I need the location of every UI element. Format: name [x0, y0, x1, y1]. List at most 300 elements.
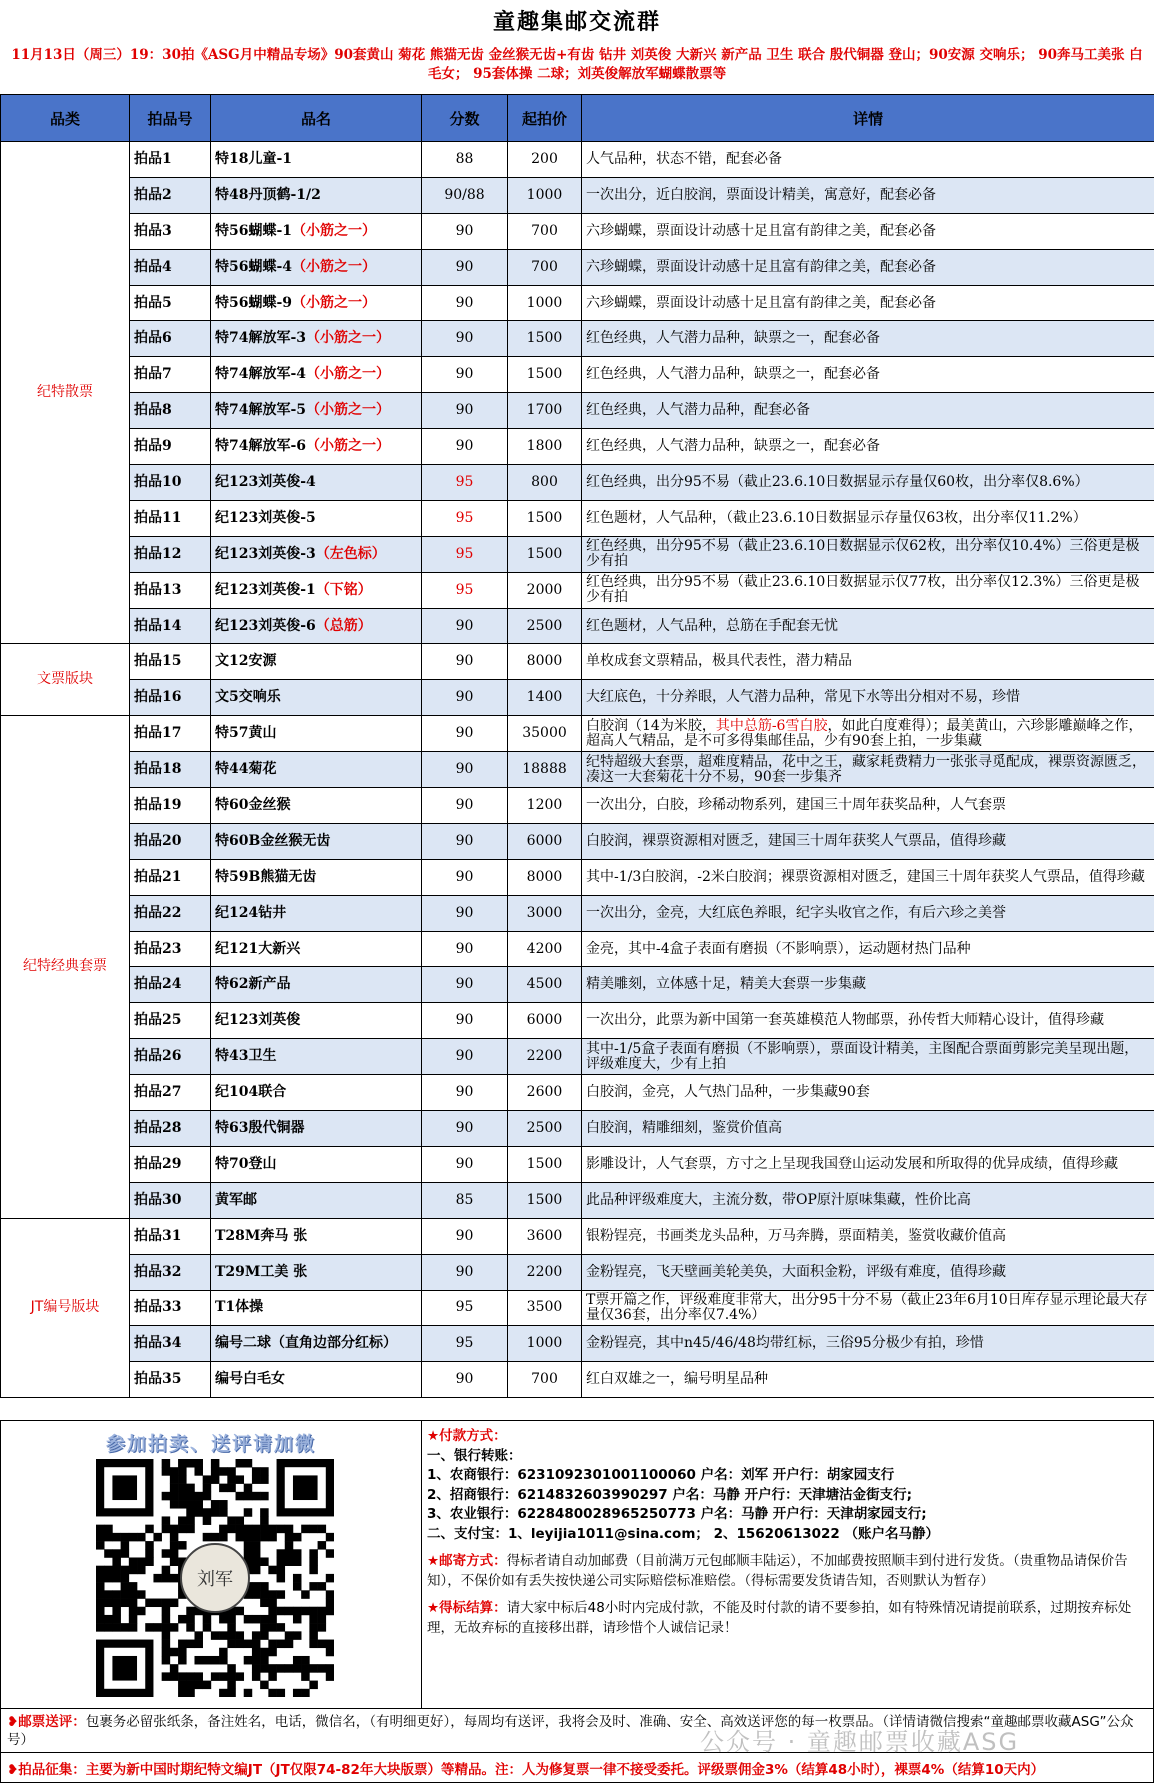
lot-score: 90 [422, 680, 508, 716]
lot-name-text: 特74解放军-4 [215, 366, 307, 383]
lot-name [211, 1182, 422, 1218]
lot-name-note: （小筋之一） [292, 222, 377, 239]
lot-detail-text: 精美雕刻，立体感十足，精美大套票一步集藏 [586, 976, 866, 993]
lot-score: 90 [422, 321, 508, 357]
lot-detail [582, 1075, 1154, 1111]
lot-score: 90 [422, 1146, 508, 1182]
info-panel [0, 1420, 1154, 1709]
lot-detail [582, 788, 1154, 824]
lot-name-text: 特59B熊猫无齿 [215, 868, 317, 885]
lot-start-price: 2200 [508, 1254, 582, 1290]
review-heading: ❥邮票送评： [7, 1714, 86, 1730]
lot-score: 90 [422, 213, 508, 249]
lot-name-text: 纪104联合 [215, 1084, 287, 1101]
lot-number: 拍品27 [130, 1075, 211, 1111]
lot-score: 90/88 [422, 177, 508, 213]
payment-heading: ★付款方式： [427, 1428, 507, 1444]
lot-name-text: 纪123刘英俊-5 [215, 509, 316, 526]
lot-detail [582, 1254, 1154, 1290]
lot-start-price: 700 [508, 213, 582, 249]
settle-heading: ★得标结算： [427, 1600, 507, 1616]
lot-number: 拍品31 [130, 1218, 211, 1254]
lot-detail [582, 859, 1154, 895]
lot-name-text: T28M奔马 张 [215, 1227, 308, 1244]
lot-detail [582, 1326, 1154, 1362]
lot-start-price: 700 [508, 249, 582, 285]
lot-detail [582, 213, 1154, 249]
lot-detail [582, 465, 1154, 501]
lot-score: 90 [422, 1218, 508, 1254]
lot-name-note: （左色标） [315, 545, 386, 562]
lot-score: 95 [422, 572, 508, 608]
lot-name [211, 393, 422, 429]
lot-detail [582, 1182, 1154, 1218]
lot-number: 拍品29 [130, 1146, 211, 1182]
table-row [1, 249, 1154, 285]
watermark: 公众号 · 童趣邮票收藏ASG [700, 1728, 1020, 1756]
lot-name-text: 特56蝴蝶-4 [215, 258, 293, 275]
lot-name [211, 572, 422, 608]
lot-number: 拍品19 [130, 788, 211, 824]
lot-detail-pre: 白胶润（14为米胶， [586, 717, 716, 734]
lot-detail [582, 752, 1154, 788]
lot-name [211, 823, 422, 859]
header-name: 品名 [211, 95, 422, 142]
review-text: 包裹务必留张纸条，备注姓名，电话，微信名，（有明细更好），每周均有送评，我将会及时、准确、安全、高效送评您的每一枚票品。（详情请微信搜索“童趣邮票收藏ASG”公众号） [7, 1714, 1134, 1748]
lot-detail-text: 红色经典，人气潜力品种，缺票之一，配套必备 [586, 366, 880, 383]
lot-detail-text: 一次出分，近白胶润，票面设计精美，寓意好，配套必备 [586, 186, 936, 203]
lot-name [211, 967, 422, 1003]
category-cell: JT编号版块 [1, 1218, 130, 1397]
lot-detail-text: 此品种评级难度大，主流分数，带OP原汁原味集藏，性价比高 [586, 1191, 971, 1208]
lot-name-text: 特63殷代铜器 [215, 1119, 305, 1136]
lot-start-price: 6000 [508, 823, 582, 859]
lot-detail [582, 142, 1154, 178]
lot-detail [582, 357, 1154, 393]
lot-score: 90 [422, 285, 508, 321]
lot-name [211, 285, 422, 321]
table-row [1, 967, 1154, 1003]
lot-name-note: （小筋之一） [306, 402, 391, 419]
lot-start-price: 1500 [508, 500, 582, 536]
lot-name [211, 1039, 422, 1075]
lot-number: 拍品32 [130, 1254, 211, 1290]
lot-detail-text: 红色题材，人气品种，（截止23.6.10日数据显示存量仅63枚，出分率仅11.2%） [586, 509, 1087, 526]
lot-score: 90 [422, 393, 508, 429]
lot-score: 90 [422, 1039, 508, 1075]
lot-detail-highlight: 其中总筋-6雪白胶 [715, 717, 828, 734]
lot-detail [582, 429, 1154, 465]
lot-name-text: 特60B金丝猴无齿 [215, 832, 331, 849]
lot-detail-text: 白胶润，金亮，人气热门品种，一步集藏90套 [586, 1084, 870, 1101]
lot-detail [582, 967, 1154, 1003]
lot-start-price: 1400 [508, 680, 582, 716]
lot-name-note: （小筋之一） [306, 330, 391, 347]
lot-number: 拍品17 [130, 716, 211, 752]
lot-detail [582, 1218, 1154, 1254]
lot-score: 95 [422, 536, 508, 572]
lot-number: 拍品35 [130, 1362, 211, 1398]
lot-number: 拍品4 [130, 249, 211, 285]
table-row [1, 788, 1154, 824]
lot-number: 拍品8 [130, 393, 211, 429]
lot-name [211, 142, 422, 178]
wechat-qr-code [96, 1459, 334, 1697]
lot-score: 90 [422, 1003, 508, 1039]
lot-detail-text: 人气品种，状态不错，配套必备 [586, 150, 782, 167]
lot-name [211, 859, 422, 895]
table-row [1, 1254, 1154, 1290]
lot-start-price: 6000 [508, 1003, 582, 1039]
lot-detail [582, 1003, 1154, 1039]
lot-detail [582, 536, 1154, 572]
lot-detail-text: 一次出分，此票为新中国第一套英雄模范人物邮票，孙传哲大师精心设计，值得珍藏 [586, 1012, 1104, 1029]
table-row [1, 357, 1154, 393]
lot-name-text: 编号白毛女 [215, 1371, 285, 1388]
lot-name [211, 1218, 422, 1254]
lot-detail-text: 影雕设计，人气套票，方寸之上呈现我国登山运动发展和所取得的优异成绩，值得珍藏 [586, 1155, 1118, 1172]
lot-detail-text: 红色经典，出分95不易（截止23.6.10日数据显示仅77枚，出分率仅12.3%）三俗更是极少有拍 [586, 574, 1140, 606]
lot-name [211, 608, 422, 644]
lot-start-price: 1000 [508, 285, 582, 321]
table-row [1, 1003, 1154, 1039]
payment-info [427, 1427, 1149, 1707]
lot-detail-text: 单枚成套文票精品，极具代表性，潜力精品 [586, 653, 852, 670]
lot-detail-text: 一次出分，白胶，珍稀动物系列，建国三十周年获奖品种，人气套票 [586, 796, 1006, 813]
lot-name-text: 特62新产品 [215, 976, 291, 993]
lot-name-text: 特43卫生 [215, 1048, 277, 1065]
lot-start-price: 200 [508, 142, 582, 178]
lot-name-text: 纪123刘英俊-4 [215, 473, 316, 490]
lot-number: 拍品9 [130, 429, 211, 465]
table-row [1, 823, 1154, 859]
lot-score: 95 [422, 500, 508, 536]
table-row [1, 285, 1154, 321]
lot-detail-text: 红色题材，人气品种，总筋在手配套无忧 [586, 617, 838, 634]
lot-start-price: 35000 [508, 716, 582, 752]
lot-number: 拍品30 [130, 1182, 211, 1218]
lot-name-text: 特56蝴蝶-9 [215, 294, 293, 311]
lot-number: 拍品25 [130, 1003, 211, 1039]
lot-name [211, 1254, 422, 1290]
lot-name [211, 465, 422, 501]
lot-name-text: 纪121大新兴 [215, 940, 301, 957]
lot-detail-text: 一次出分，金亮，大红底色养眼，纪字头收官之作，有后六珍之美誉 [586, 904, 1006, 921]
table-row [1, 1075, 1154, 1111]
bank-line-2: 2、招商银行：6214832603990297 户名：马静 开户行：天津塘沽金街支行; [427, 1486, 912, 1503]
lot-name [211, 752, 422, 788]
lot-score: 90 [422, 1362, 508, 1398]
lot-score: 90 [422, 823, 508, 859]
lot-number: 拍品10 [130, 465, 211, 501]
lot-name [211, 249, 422, 285]
lot-detail-text: 白胶润，精雕细刻，鉴赏价值高 [586, 1119, 782, 1136]
lot-number: 拍品20 [130, 823, 211, 859]
lot-start-price: 1000 [508, 1326, 582, 1362]
table-row [1, 1182, 1154, 1218]
lot-detail [582, 716, 1154, 752]
lot-name [211, 1003, 422, 1039]
table-row [1, 177, 1154, 213]
header-score: 分数 [422, 95, 508, 142]
lot-number: 拍品26 [130, 1039, 211, 1075]
lot-name [211, 1146, 422, 1182]
lot-detail [582, 1290, 1154, 1326]
lot-table [0, 94, 1154, 1398]
table-row [1, 321, 1154, 357]
lot-name-text: 特70登山 [215, 1155, 277, 1172]
lot-start-price: 4200 [508, 931, 582, 967]
lot-name [211, 1362, 422, 1398]
lot-number: 拍品7 [130, 357, 211, 393]
lot-table-body [1, 142, 1154, 1398]
collect-note: ❥拍品征集：主要为新中国时期纪特文编JT（JT仅限74-82年大块版票）等精品。注：人为修复票一律不接受委托。评级票佣金3%（结算48小时），裸票4%（结算10天内） [0, 1753, 1154, 1783]
lot-start-price: 700 [508, 1362, 582, 1398]
lot-name-text: 特57黄山 [215, 725, 277, 742]
lot-detail-text: 银粉锃亮，书画类龙头品种，万马奔腾，票面精美，鉴赏收藏价值高 [586, 1227, 1006, 1244]
lot-detail-text: 金粉锃亮，飞天壁画美轮美奂，大面积金粉，评级有难度，值得珍藏 [586, 1263, 1006, 1280]
header-lot: 拍品号 [130, 95, 211, 142]
lot-number: 拍品22 [130, 895, 211, 931]
lot-score: 90 [422, 644, 508, 680]
lot-score: 90 [422, 931, 508, 967]
lot-number: 拍品15 [130, 644, 211, 680]
lot-name-text: 特74解放军-3 [215, 330, 307, 347]
category-cell: 文票版块 [1, 644, 130, 716]
lot-name [211, 788, 422, 824]
lot-name-note: （小筋之一） [306, 366, 391, 383]
table-row [1, 680, 1154, 716]
lot-detail [582, 1146, 1154, 1182]
lot-start-price: 8000 [508, 859, 582, 895]
lot-name-note: （小筋之一） [292, 258, 377, 275]
lot-name-text: 纪124钻井 [215, 904, 287, 921]
bank-line-1: 1、农商银行：6231092301001100060 户名：刘军 开户行：胡家园支行 [427, 1467, 895, 1483]
settle-section [427, 1599, 1149, 1638]
lot-name-note: （小筋之一） [306, 438, 391, 455]
lot-score: 90 [422, 788, 508, 824]
lot-score: 90 [422, 895, 508, 931]
lot-score: 90 [422, 429, 508, 465]
category-cell: 纪特经典套票 [1, 716, 130, 1218]
lot-detail-text: 六珍蝴蝶，票面设计动感十足且富有韵律之美，配套必备 [586, 222, 936, 239]
lot-name-text: T1体操 [215, 1299, 264, 1316]
lot-name-text: 文12安源 [215, 653, 277, 670]
lot-detail-text: 其中-1/5盒子表面有磨损（不影响票），票面设计精美，主图配合票面剪影完美呈现出题，评级难度大，少有上拍 [586, 1040, 1139, 1072]
lot-number: 拍品16 [130, 680, 211, 716]
table-row [1, 429, 1154, 465]
table-row [1, 1111, 1154, 1147]
lot-number: 拍品13 [130, 572, 211, 608]
table-row [1, 608, 1154, 644]
lot-start-price: 1500 [508, 536, 582, 572]
table-row [1, 500, 1154, 536]
lot-start-price: 1200 [508, 788, 582, 824]
bank-title: 一、银行转账： [427, 1447, 522, 1464]
lot-detail-text: 六珍蝴蝶，票面设计动感十足且富有韵律之美，配套必备 [586, 258, 936, 275]
lot-name [211, 1111, 422, 1147]
lot-start-price: 1700 [508, 393, 582, 429]
lot-name-text: 纪123刘英俊-3 [215, 545, 316, 562]
lot-number: 拍品1 [130, 142, 211, 178]
lot-score: 90 [422, 967, 508, 1003]
lot-detail-text: 纪特超级大套票，超难度精品，花中之王，藏家耗费精力一张张寻觅配成，裸票资源匮乏，凑这一大套菊花十分不易，90套一步集齐 [586, 753, 1146, 785]
lot-name-text: 纪123刘英俊-6 [215, 617, 316, 634]
table-header-row [1, 95, 1154, 142]
lot-detail-text: 红色经典，出分95不易（截止23.6.10日数据显示仅62枚，出分率仅10.4%）三俗更是极少有拍 [586, 538, 1140, 570]
lot-detail [582, 1362, 1154, 1398]
lot-number: 拍品33 [130, 1290, 211, 1326]
lot-detail-text: 红白双雄之一，编号明星品种 [586, 1371, 768, 1388]
lot-name [211, 1290, 422, 1326]
lot-name [211, 177, 422, 213]
lot-name [211, 536, 422, 572]
lot-detail [582, 321, 1154, 357]
lot-score: 90 [422, 716, 508, 752]
lot-start-price: 2000 [508, 572, 582, 608]
lot-detail-text: 白胶润，裸票资源相对匮乏，建国三十周年获奖人气票品，值得珍藏 [586, 832, 1006, 849]
header-category: 品类 [1, 95, 130, 142]
lot-name-text: 黄军邮 [215, 1191, 257, 1208]
lot-start-price: 1800 [508, 429, 582, 465]
lot-detail [582, 500, 1154, 536]
lot-detail [582, 1111, 1154, 1147]
mail-section [427, 1552, 1149, 1591]
lot-score: 95 [422, 465, 508, 501]
lot-detail-text: 红色经典，出分95不易（截止23.6.10日数据显示存量仅60枚，出分率仅8.6%） [586, 473, 1089, 490]
bank-line-3: 3、农业银行：6228480028965250773 户名：马静 开户行：天津胡家园支行; [427, 1506, 927, 1522]
lot-detail [582, 1039, 1154, 1075]
lot-detail [582, 285, 1154, 321]
table-row [1, 465, 1154, 501]
lot-name-note: （下铭） [315, 581, 372, 598]
lot-name [211, 895, 422, 931]
lot-score: 90 [422, 608, 508, 644]
lot-detail-text: 金亮，其中-4盒子表面有磨损（不影响票），运动题材热门品种 [586, 940, 971, 957]
lot-name-note: （小筋之一） [292, 294, 377, 311]
table-row [1, 572, 1154, 608]
lot-start-price: 1500 [508, 321, 582, 357]
lot-detail-text: T票开篇之作，评级难度非常大，出分95十分不易（截止23年6月10日库存显示理论最大存量仅36套，出分率仅7.4%） [586, 1291, 1148, 1323]
lot-detail-text: 红色经典，人气潜力品种，配套必备 [586, 402, 810, 419]
lot-name [211, 931, 422, 967]
lot-name-text: 特56蝴蝶-1 [215, 222, 293, 239]
lot-name-text: 纪123刘英俊 [215, 1012, 301, 1029]
lot-start-price: 2500 [508, 608, 582, 644]
lot-name-text: 特74解放军-5 [215, 402, 307, 419]
lot-number: 拍品12 [130, 536, 211, 572]
lot-start-price: 3500 [508, 1290, 582, 1326]
lot-detail [582, 895, 1154, 931]
lot-start-price: 1500 [508, 357, 582, 393]
lot-start-price: 4500 [508, 967, 582, 1003]
lot-score: 90 [422, 1254, 508, 1290]
lot-score: 90 [422, 1111, 508, 1147]
header-detail: 详情 [582, 95, 1154, 142]
mail-text: 得标者请自动加邮费（目前满万元包邮顺丰陆运），不加邮费按照顺丰到付进行发货。（贵重物品请保价告知），不保价如有丢失按快递公司实际赔偿标准赔偿。（得标需要发货请告知，否则默认为暂存） [427, 1553, 1128, 1589]
lot-detail [582, 249, 1154, 285]
lot-detail-text: ，如此白度难得）；最美黄山，六珍影雕巅峰之作，超高人气精品，是不可多得集邮佳品，少有90套上拍，一步集藏 [586, 717, 1143, 749]
lot-number: 拍品28 [130, 1111, 211, 1147]
lot-detail-text: 六珍蝴蝶，票面设计动感十足且富有韵律之美，配套必备 [586, 294, 936, 311]
table-row [1, 1146, 1154, 1182]
lot-start-price: 2200 [508, 1039, 582, 1075]
lot-number: 拍品5 [130, 285, 211, 321]
qr-section [1, 1421, 422, 1708]
lot-number: 拍品2 [130, 177, 211, 213]
lot-detail-text: 大红底色，十分养眼，人气潜力品种，常见下水等出分相对不易，珍惜 [586, 689, 1020, 706]
lot-name-note: （总筋） [315, 617, 372, 634]
lot-score: 88 [422, 142, 508, 178]
lot-detail-text: 红色经典，人气潜力品种，缺票之一，配套必备 [586, 330, 880, 347]
category-cell: 纪特散票 [1, 142, 130, 644]
table-row [1, 752, 1154, 788]
lot-start-price: 1500 [508, 1182, 582, 1218]
lot-start-price: 800 [508, 465, 582, 501]
mail-heading: ★邮寄方式： [427, 1553, 507, 1569]
table-row [1, 859, 1154, 895]
table-row [1, 716, 1154, 752]
lot-name-text: 特48丹顶鹤-1/2 [215, 186, 321, 203]
lot-detail [582, 177, 1154, 213]
alipay-line: 二、支付宝：1、leyijia1011@sina.com； 2、15620613022 （账户名马静） [427, 1525, 940, 1542]
lot-name [211, 716, 422, 752]
table-row [1, 1326, 1154, 1362]
lot-name [211, 1326, 422, 1362]
lot-name [211, 500, 422, 536]
table-row [1, 1362, 1154, 1398]
qr-caption: 参加拍卖、送评请加微 [105, 1433, 316, 1455]
page-title: 童趣集邮交流群 [492, 8, 661, 35]
lot-detail-text: 金粉锃亮，其中n45/46/48均带红标，三俗95分极少有拍，珍惜 [586, 1335, 984, 1352]
table-row [1, 393, 1154, 429]
table-row [1, 536, 1154, 572]
lot-name-text: 特60金丝猴 [215, 796, 291, 813]
lot-detail-text: 其中-1/3白胶润，-2米白胶润；裸票资源相对匮乏，建国三十周年获奖人气票品，值得珍藏 [586, 868, 1145, 885]
lot-name [211, 680, 422, 716]
avatar-text: 刘军 [197, 1569, 233, 1590]
lot-name [211, 644, 422, 680]
table-row [1, 142, 1154, 178]
lot-detail-text: 红色经典，人气潜力品种，缺票之一，配套必备 [586, 438, 880, 455]
lot-name [211, 1075, 422, 1111]
table-row [1, 1218, 1154, 1254]
lot-name-text: 特74解放军-6 [215, 438, 307, 455]
lot-number: 拍品34 [130, 1326, 211, 1362]
lot-detail [582, 608, 1154, 644]
lot-start-price: 8000 [508, 644, 582, 680]
lot-number: 拍品21 [130, 859, 211, 895]
lot-number: 拍品11 [130, 500, 211, 536]
lot-start-price: 2600 [508, 1075, 582, 1111]
lot-score: 90 [422, 859, 508, 895]
lot-number: 拍品6 [130, 321, 211, 357]
table-row [1, 213, 1154, 249]
lot-start-price: 1000 [508, 177, 582, 213]
lot-score: 90 [422, 357, 508, 393]
auction-subtitle: 11月13日（周三）19：30拍《ASG月中精品专场》90套黄山 菊花 熊猫无齿 金丝猴无齿+有齿 钻井 刘英俊 大新兴 新产品 卫生 联合 殷代铜器 登山；90安源 交响乐； 90奔马工美张 白毛女； 95套体操 二球；刘英俊解放军蝴蝶散票等 [11, 47, 1143, 82]
lot-score: 90 [422, 249, 508, 285]
lot-detail [582, 680, 1154, 716]
table-row [1, 895, 1154, 931]
header-price: 起拍价 [508, 95, 582, 142]
lot-detail [582, 644, 1154, 680]
lot-name-text: 特44菊花 [215, 761, 277, 778]
lot-name-text: 纪123刘英俊-1 [215, 581, 316, 598]
lot-detail [582, 393, 1154, 429]
lot-number: 拍品3 [130, 213, 211, 249]
lot-start-price: 1500 [508, 1146, 582, 1182]
